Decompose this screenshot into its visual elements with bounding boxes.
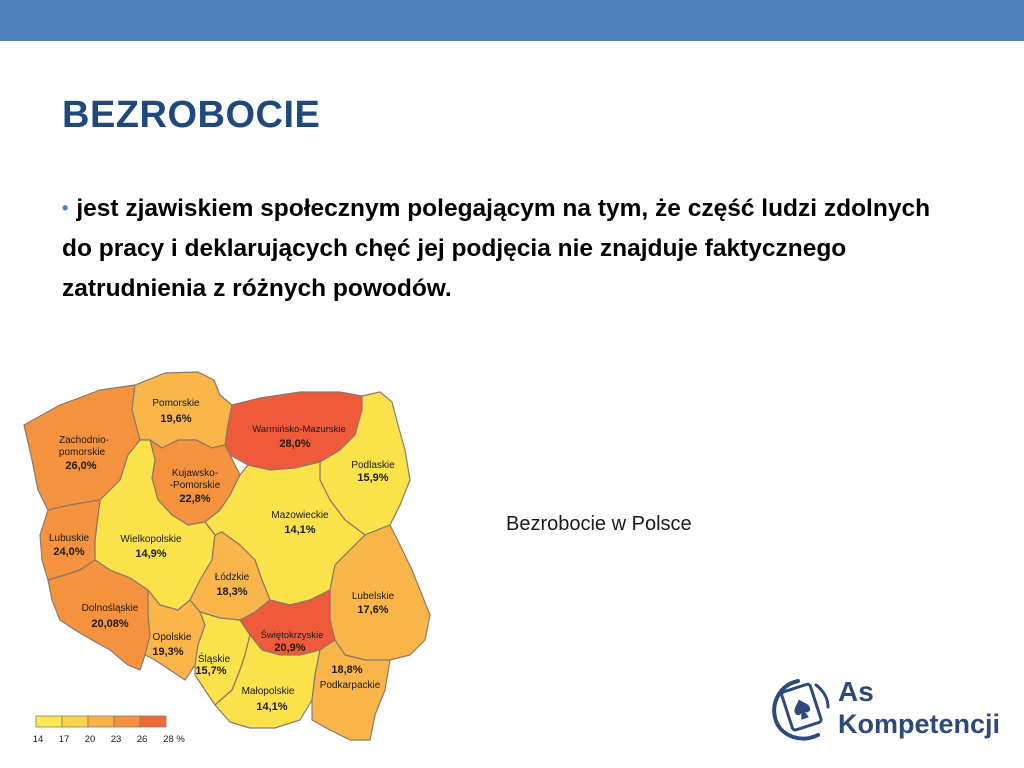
legend-swatch-2	[62, 716, 88, 727]
legend-tick-26: 26	[136, 734, 148, 745]
label-slaskie-name: Śląskie	[197, 654, 231, 665]
legend-swatch-3	[88, 716, 114, 727]
logo-wordmark	[838, 676, 1000, 740]
label-dolnoslaskie-name: Dolnośląskie	[81, 603, 139, 614]
legend-tick-28: 28 %	[163, 734, 185, 745]
label-lodzkie-value: 18,3%	[216, 586, 248, 598]
label-wielkopolskie-value: 14,9%	[135, 548, 167, 560]
legend-tick-14: 14	[32, 734, 44, 745]
label-lubelskie-value: 17,6%	[357, 604, 389, 616]
label-lubuskie-name: Lubuskie	[48, 533, 90, 544]
bullet-paragraph	[62, 188, 962, 309]
label-swietokrzyskie-value: 20,9%	[274, 642, 306, 654]
map-caption: Bezrobocie w Polsce	[506, 513, 692, 535]
bullet-icon: •	[62, 198, 69, 218]
label-kujawsko-name2: -Pomorskie	[169, 480, 221, 491]
poland-unemployment-map	[0, 355, 440, 768]
legend-swatch-4	[114, 716, 140, 727]
label-kujawsko-name1: Kujawsko-	[171, 468, 219, 479]
label-pomorskie-name: Pomorskie	[152, 398, 200, 409]
legend-swatch-1	[36, 716, 62, 727]
label-podkarpackie-name: Podkarpackie	[319, 680, 381, 691]
bullet-text: jest zjawiskiem społecznym polegającym na tym, że część ludzi zdolnych do pracy i deklarujących chęć jej podjęcia nie znajduje faktycznego zatrudnienia z różnych powodów.	[62, 195, 931, 302]
label-wielkopolskie-name: Wielkopolskie	[120, 534, 182, 545]
top-accent-bar	[0, 0, 1024, 41]
label-pomorskie-value: 19,6%	[160, 413, 192, 425]
label-lubelskie-name: Lubelskie	[351, 591, 395, 602]
label-podkarpackie-value: 18,8%	[331, 664, 363, 676]
label-mazowieckie-name: Mazowieckie	[271, 510, 329, 521]
label-malopolskie-value: 14,1%	[256, 701, 288, 713]
label-swietokrzyskie-name: Świętokrzyskie	[260, 630, 324, 641]
label-podlaskie-value: 15,9%	[357, 472, 389, 484]
label-opolskie-name: Opolskie	[152, 632, 192, 643]
label-lodzkie-name: Łódzkie	[214, 572, 250, 583]
label-zachodnio-value: 26,0%	[65, 460, 97, 472]
label-zachodnio-name2: pomorskie	[58, 447, 106, 458]
legend-tick-20: 20	[84, 734, 96, 745]
logo-line-2: Kompetencji	[838, 709, 1001, 739]
label-warminsko-name: Warmińsko-Mazurskie	[252, 424, 346, 435]
legend-swatch-5	[140, 716, 166, 727]
label-slaskie-value: 15,7%	[195, 665, 227, 677]
legend-tick-17: 17	[58, 734, 70, 745]
region-pomorskie	[132, 372, 232, 448]
logo-line-1: As	[838, 676, 874, 707]
label-lubuskie-value: 24,0%	[53, 546, 85, 558]
label-malopolskie-name: Małopolskie	[241, 686, 295, 697]
label-warminsko-value: 28,0%	[279, 438, 311, 450]
label-zachodnio-name1: Zachodnio-	[58, 435, 110, 446]
slide-title: BEZROBOCIE	[62, 94, 321, 136]
label-kujawsko-value: 22,8%	[179, 493, 211, 505]
label-mazowieckie-value: 14,1%	[284, 524, 316, 536]
label-dolnoslaskie-value: 20,08%	[91, 618, 129, 630]
label-opolskie-value: 19,3%	[152, 646, 184, 658]
legend-tick-23: 23	[110, 734, 122, 745]
label-podlaskie-name: Podlaskie	[351, 460, 395, 471]
map-legend	[33, 716, 186, 745]
